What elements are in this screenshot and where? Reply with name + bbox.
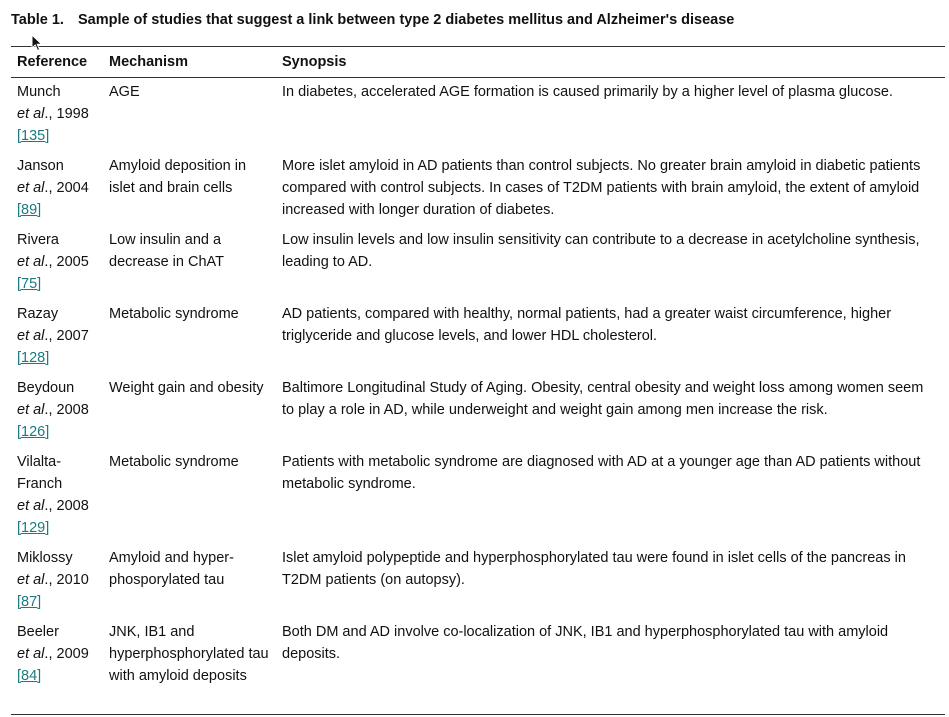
table-caption-label: Table 1. xyxy=(11,12,64,28)
column-header-reference: Reference xyxy=(17,54,88,70)
reference-etal: et al xyxy=(17,498,45,514)
citation-link[interactable]: [87] xyxy=(17,594,42,610)
reference-year: ., 2005 xyxy=(44,254,89,270)
mechanism-cell: Metabolic syndrome xyxy=(109,454,239,470)
reference-author: Beeler xyxy=(17,624,59,640)
reference-cell xyxy=(11,447,103,543)
synopsis-cell: Baltimore Longitudinal Study of Aging. Obesity, central obesity and weight loss among women seem to play a role in AD, while underweight and weight gain among men increase the risk. xyxy=(282,380,924,418)
reference-year-line xyxy=(17,643,97,665)
reference-etal: et al xyxy=(17,402,45,418)
citation-link[interactable]: [129] xyxy=(17,520,50,536)
table-row xyxy=(11,543,945,617)
table-row xyxy=(11,77,945,151)
table-caption-title: Sample of studies that suggest a link between type 2 diabetes mellitus and Alzheimer's disease xyxy=(77,12,735,28)
synopsis-cell: In diabetes, accelerated AGE formation is caused primarily by a higher level of plasma glucose. xyxy=(282,84,893,100)
column-header-mechanism: Mechanism xyxy=(109,54,188,70)
citation-link[interactable]: [89] xyxy=(17,202,42,218)
reference-cell xyxy=(11,373,103,447)
citation-link[interactable]: [126] xyxy=(17,424,50,440)
mechanism-cell: Amyloid deposition in islet and brain cells xyxy=(109,158,247,196)
table-row xyxy=(11,447,945,543)
studies-table xyxy=(11,47,945,709)
mechanism-cell: Metabolic syndrome xyxy=(109,306,239,322)
reference-year: ., 2009 xyxy=(44,646,89,662)
table-row xyxy=(11,299,945,373)
reference-cell xyxy=(11,543,103,617)
table-header-row xyxy=(11,47,945,77)
mechanism-cell: Low insulin and a decrease in ChAT xyxy=(109,232,224,270)
reference-year: ., 2004 xyxy=(44,180,89,196)
reference-etal: et al xyxy=(17,180,45,196)
reference-year-line xyxy=(17,569,97,591)
citation-link[interactable]: [128] xyxy=(17,350,50,366)
citation-link[interactable]: [135] xyxy=(17,128,50,144)
synopsis-cell: AD patients, compared with healthy, normal patients, had a greater waist circumference, higher triglyceride and glucose levels, and lower HDL cholesterol. xyxy=(282,306,892,344)
reference-year: ., 2007 xyxy=(44,328,89,344)
reference-cell xyxy=(11,151,103,225)
table-caption xyxy=(11,11,734,29)
reference-year-line xyxy=(17,177,97,199)
synopsis-cell: More islet amyloid in AD patients than control subjects. No greater brain amyloid in diabetic patients compared with control subjects. In cases of T2DM patients with brain amyloid, the extent of amyloid increased with longer duration of diabetes. xyxy=(282,158,921,218)
reference-cell xyxy=(11,617,103,709)
reference-etal: et al xyxy=(17,572,45,588)
mechanism-cell: AGE xyxy=(109,84,140,100)
table-row xyxy=(11,373,945,447)
reference-etal: et al xyxy=(17,106,45,122)
reference-year: ., 2008 xyxy=(44,402,89,418)
reference-etal: et al xyxy=(17,254,45,270)
table-row xyxy=(11,617,945,709)
synopsis-cell: Patients with metabolic syndrome are diagnosed with AD at a younger age than AD patients without metabolic syndrome. xyxy=(282,454,921,492)
table-row xyxy=(11,225,945,299)
synopsis-cell: Islet amyloid polypeptide and hyperphosphorylated tau were found in islet cells of the pancreas in T2DM patients (on autopsy). xyxy=(282,550,906,588)
reference-year: ., 2010 xyxy=(44,572,89,588)
column-header-synopsis: Synopsis xyxy=(282,54,347,70)
reference-author: Janson xyxy=(17,158,64,174)
reference-cell xyxy=(11,225,103,299)
reference-author: Miklossy xyxy=(17,550,73,566)
reference-year-line xyxy=(17,251,97,273)
reference-author: Vilalta-Franch xyxy=(17,454,63,492)
reference-year-line xyxy=(17,103,97,125)
reference-author: Razay xyxy=(17,306,59,322)
mechanism-cell: JNK, IB1 and hyperphosphorylated tau with amyloid deposits xyxy=(109,624,269,684)
synopsis-cell: Low insulin levels and low insulin sensitivity can contribute to a decrease in acetylcholine synthesis, leading to AD. xyxy=(282,232,920,270)
table-row xyxy=(11,151,945,225)
reference-etal: et al xyxy=(17,646,45,662)
citation-link[interactable]: [75] xyxy=(17,276,42,292)
reference-author: Rivera xyxy=(17,232,59,248)
reference-author: Beydoun xyxy=(17,380,75,396)
reference-year-line xyxy=(17,325,97,347)
citation-link[interactable]: [84] xyxy=(17,668,42,684)
reference-year-line xyxy=(17,399,97,421)
mouse-pointer-icon xyxy=(31,34,43,52)
reference-year: ., 2008 xyxy=(44,498,89,514)
table-bottom-rule xyxy=(11,714,945,715)
reference-cell xyxy=(11,299,103,373)
synopsis-cell: Both DM and AD involve co-localization of JNK, IB1 and hyperphosphorylated tau with amyloid deposits. xyxy=(282,624,889,662)
mechanism-cell: Weight gain and obesity xyxy=(109,380,264,396)
reference-author: Munch xyxy=(17,84,61,100)
reference-cell xyxy=(11,77,103,151)
mechanism-cell: Amyloid and hyper-phosporylated tau xyxy=(109,550,234,588)
reference-year: ., 1998 xyxy=(44,106,89,122)
reference-year-line xyxy=(17,495,97,517)
reference-etal: et al xyxy=(17,328,45,344)
